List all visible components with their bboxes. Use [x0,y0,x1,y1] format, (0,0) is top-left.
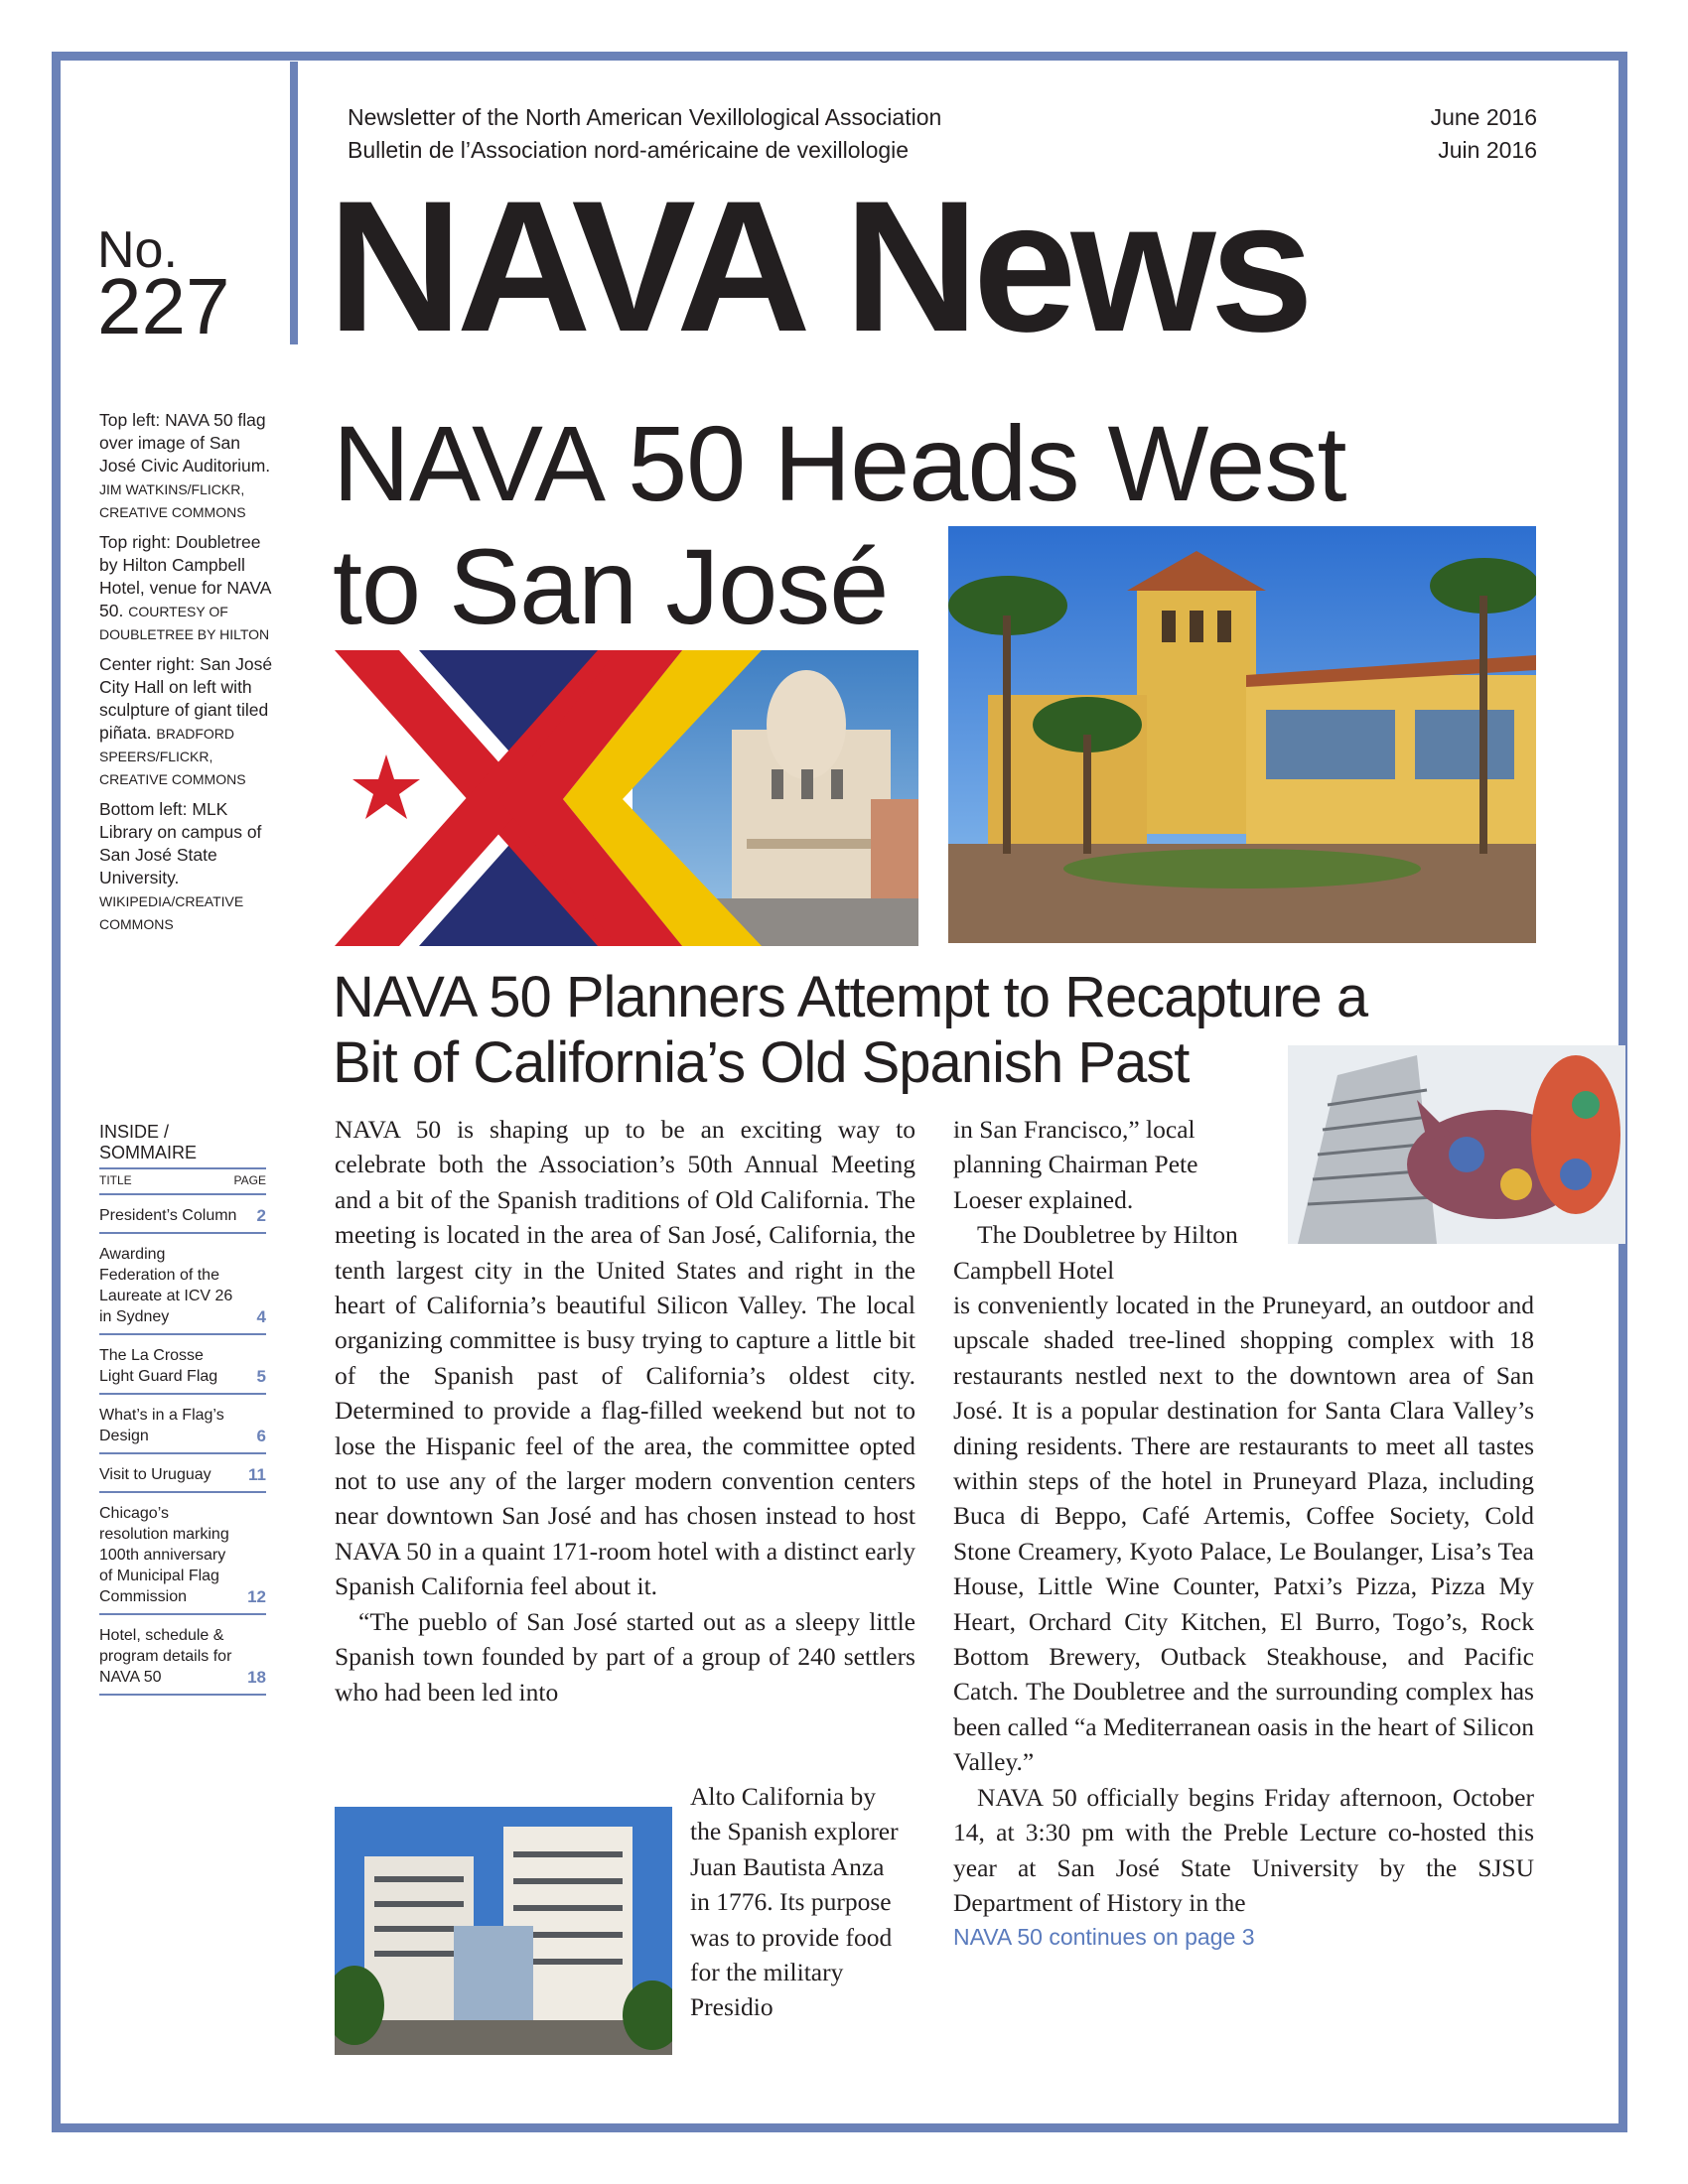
continued-link[interactable]: NAVA 50 continues on page 3 [953,1924,1255,1951]
issue-label: No. [97,221,178,279]
library-illustration [335,1807,672,2055]
city-hall-illustration [1288,1045,1625,1244]
table-of-contents [99,1122,266,1696]
article-column-1 [335,1112,915,1709]
caption-center-right: Center right: San José City Hall on left with sculpture of giant tiled piñata. BRADFORD SPEERS/FLICKR, CREATIVE COMMONS [99,654,273,787]
toc-item[interactable]: Visit to Uruguay 11 [99,1454,266,1493]
article-paragraph: NAVA 50 officially begins Friday afternoon, October 14, at 3:30 pm with the Preble Lecture co-hosted this year at San José State University by the SJSU Department of History in the [953,1782,1534,1917]
issue-date-fr: Juin 2016 [1438,137,1537,163]
photo-captions [99,409,278,943]
article-paragraph: “The pueblo of San José started out as a sleepy little Spanish town founded by part of a group of 240 settlers who had been led into [335,1606,915,1706]
toc-item[interactable]: Chicago’s resolution marking 100th anniversary of Municipal Flag Commission 12 [99,1493,266,1615]
headline-line2: to San José [333,526,889,646]
headline-line1: NAVA 50 Heads West [333,403,1346,523]
article-column-2-top [953,1112,1251,1288]
mlk-library-photo [335,1807,672,2055]
masthead-divider [290,62,298,344]
article-paragraph: is conveniently located in the Pruneyard, an outdoor and upscale shaded tree-lined shopping complex with 18 restaurants nestled next to the downtown area of San José. It is a popular destination for Santa Clara Valley’s dining residents. There are restaurants to meet all tastes within steps of the hotel in Pruneyard Plaza, including Buca di Beppo, Café Artemis, Coffee Society, Cold Stone Creamery, Kyoto Palace, Le Boulanger, Lisa’s Tea House, Little Wine Counter, Patxi’s Pizza, Pizza My Heart, Orchard City Kitchen, El Burro, Togo’s, Rock Bottom Brewery, Outback Steakhouse, and Pacific Catch. The Doubletree and the surrounding complex has been called “a Mediterranean oasis in the heart of Silicon Valley.” [953,1291,1534,1777]
caption-bottom-left: Bottom left: MLK Library on campus of San José State University. WIKIPEDIA/CREATIVE COMMONS [99,799,262,932]
caption-top-left: Top left: NAVA 50 flag over image of San José Civic Auditorium. JIM WATKINS/FLICKR, CREATIVE COMMONS [99,410,271,520]
toc-item[interactable]: The La Crosse Light Guard Flag 5 [99,1335,266,1395]
issue-date-en: June 2016 [1430,104,1537,130]
newsletter-title: NAVA News [328,162,1309,370]
hotel-photo [948,526,1536,943]
city-hall-pinata-photo [1288,1045,1625,1244]
article-paragraph: The Doubletree by Hilton Campbell Hotel [953,1220,1238,1285]
caption-top-right: Top right: Doubletree by Hilton Campbell Hotel, venue for NAVA 50. COURTESY OF DOUBLETREE BY HILTON [99,532,271,642]
hotel-illustration [948,526,1536,943]
toc-col-page: PAGE [233,1173,266,1187]
article-paragraph: in San Francisco,” local planning Chairman Pete Loeser explained. [953,1115,1198,1214]
toc-item[interactable]: President’s Column 2 [99,1195,266,1234]
flag-graphic [335,650,918,946]
nava50-flag-image [335,650,918,946]
toc-item[interactable]: Hotel, schedule & program details for NAVA 50 18 [99,1615,266,1696]
subhead-line1: NAVA 50 Planners Attempt to Recapture a [333,965,1368,1029]
toc-col-title: TITLE [99,1173,132,1187]
masthead-french: Bulletin de l’Association nord-américaine de vexillologie [348,137,910,163]
article-column-1-continued [690,1779,899,2025]
article-paragraph: Alto California by the Spanish explorer Juan Bautista Anza in 1776. Its purpose was to provide food for the military Presidio [690,1782,899,2022]
toc-heading: INSIDE / SOMMAIRE [99,1122,266,1169]
subhead-line2: Bit of California’s Old Spanish Past [333,1030,1190,1095]
issue-number: 227 [97,262,230,350]
article-column-2 [953,1288,1534,1956]
subheadline [333,965,1367,1096]
toc-item[interactable]: What’s in a Flag’s Design 6 [99,1395,266,1454]
toc-item[interactable]: Awarding Federation of the Laureate at ICV 26 in Sydney 4 [99,1234,266,1335]
masthead-english: Newsletter of the North American Vexillological Association [348,104,942,130]
article-paragraph: NAVA 50 is shaping up to be an exciting way to celebrate both the Association’s 50th Annual Meeting and a bit of the Spanish traditions of Old California. The meeting is located in the area of San José, California, the tenth largest city in the United States and right in the heart of California’s beautiful Silicon Valley. The local organizing committee is busy trying to capture a little bit of the Spanish past of California’s oldest city. Determined to provide a flag-filled weekend but not to lose the Hispanic feel of the area, the committee opted not to use any of the larger modern convention centers near downtown San José and has chosen instead to host NAVA 50 in a quaint 171-room hotel with a distinct early Spanish California feel about it. [335,1115,915,1601]
